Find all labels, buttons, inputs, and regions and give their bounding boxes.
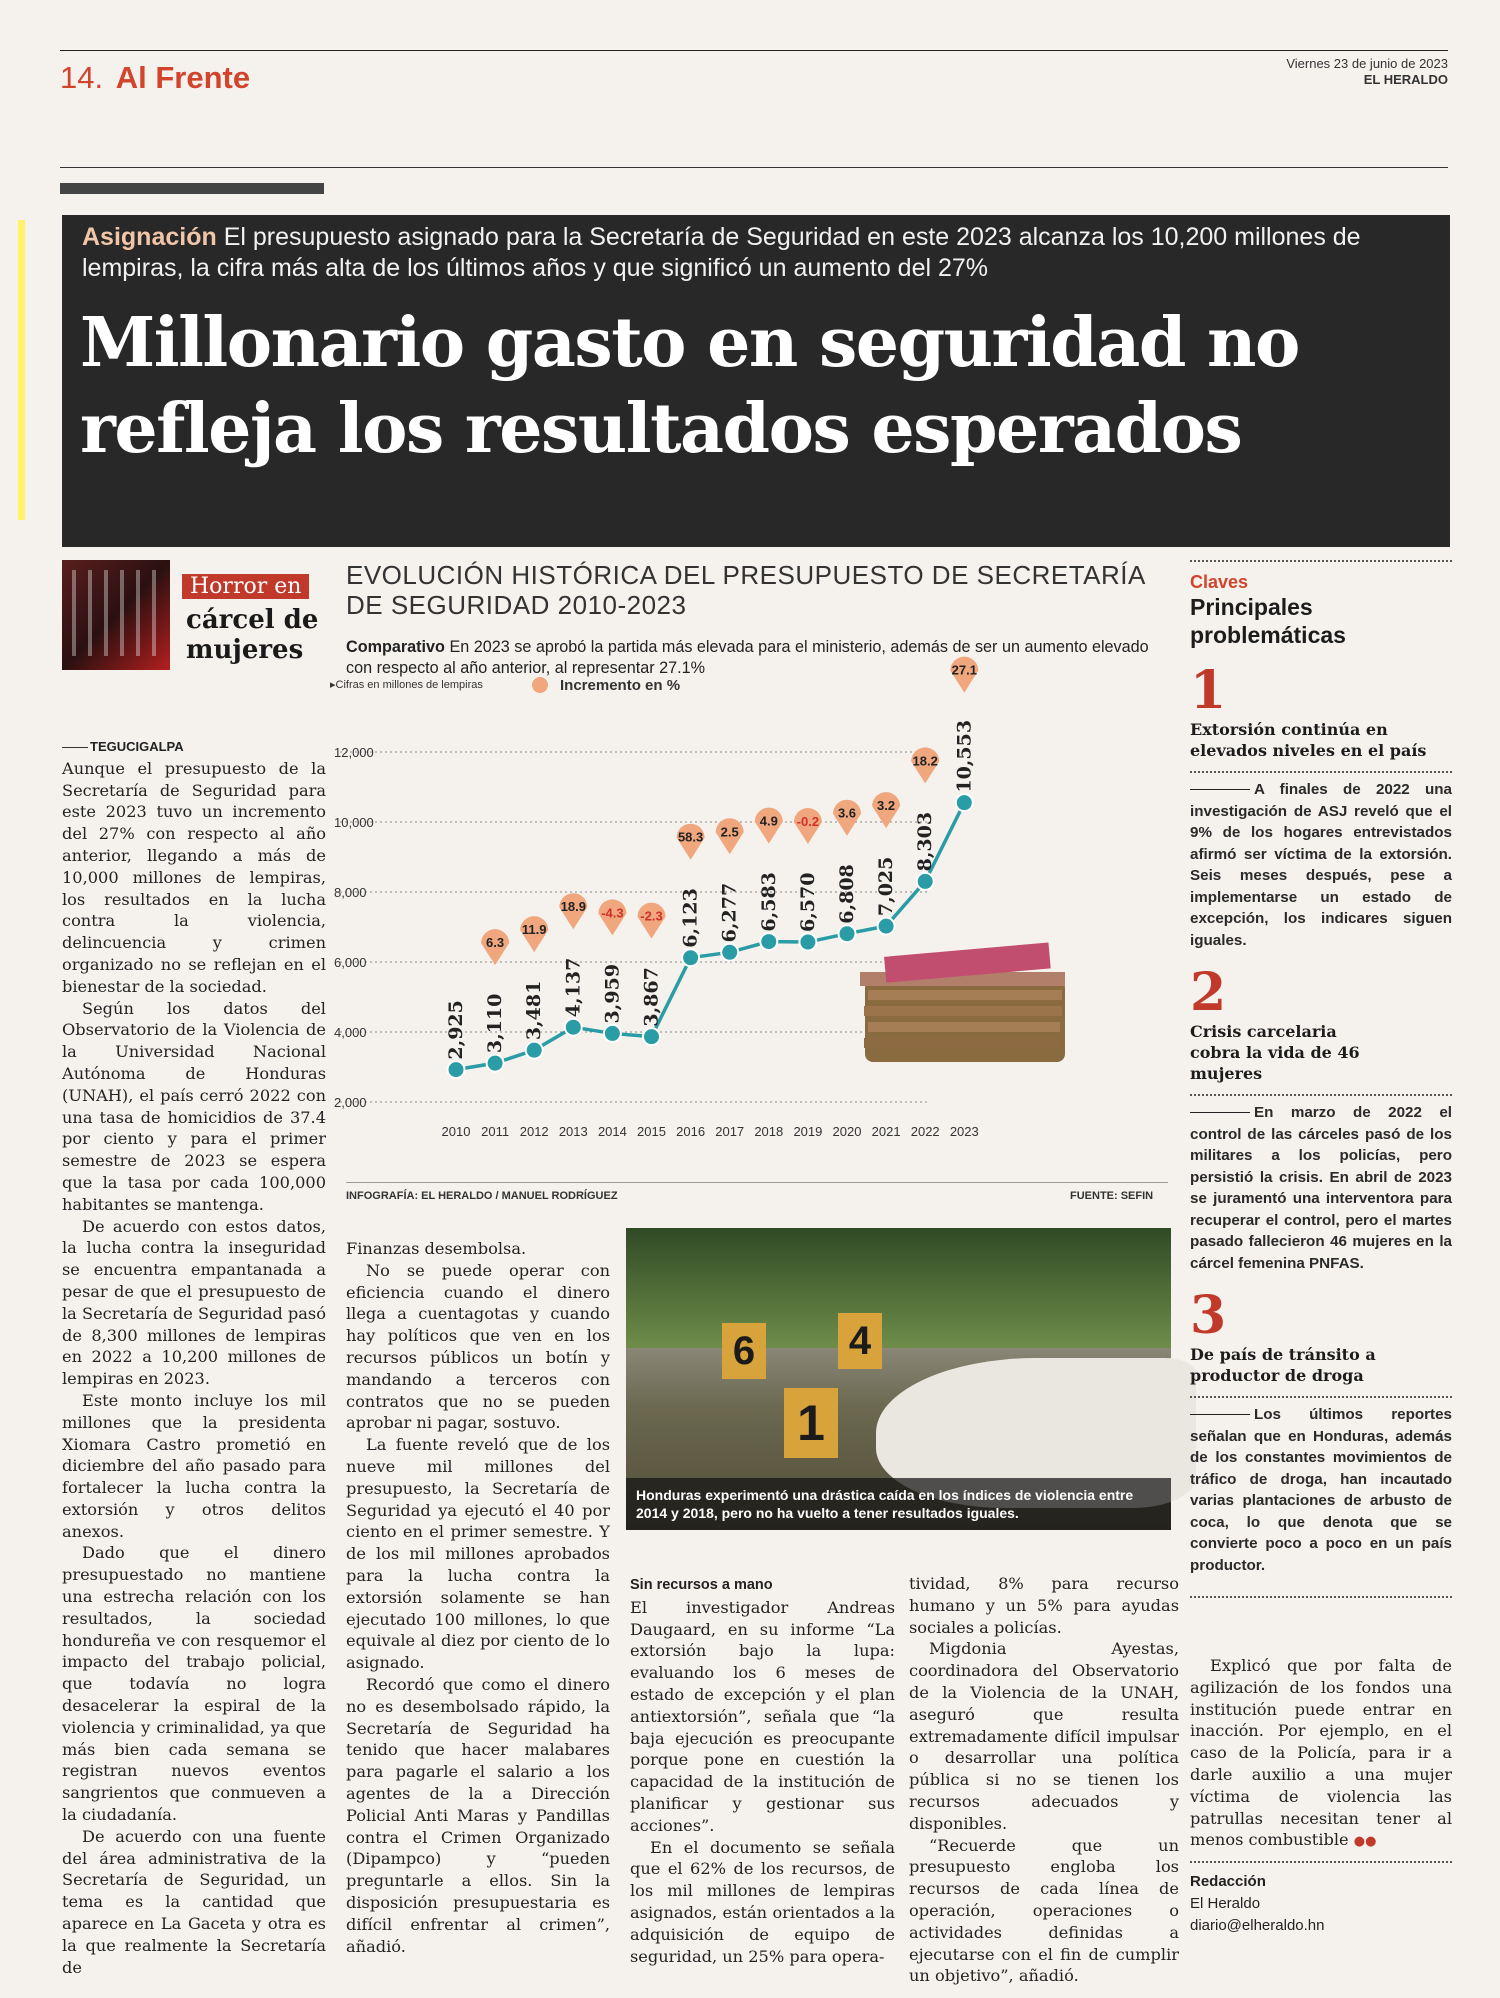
x-tick-label: 2015 xyxy=(637,1124,666,1139)
deck-text: El presupuesto asignado para la Secretaría de Seguridad en este 2023 alcanza los 10,200 millones de lempiras, la cifra más alta de los últimos años y que significó un aumento del 27% xyxy=(82,223,1361,282)
paragraph xyxy=(1190,1655,1452,1853)
top-rule xyxy=(60,50,1448,51)
headline-line-1: Millonario gasto en seguridad no xyxy=(80,303,1299,383)
paragraph: La fuente reveló que de los nueve mil millones del presupuesto, la Secretaría de Seguridad ya ejecutó el 40 por ciento en el primer semestre. Y de los mil millones aprobados para la lucha contra la extorsión solamente se han ejecutado 100 millones, lo que equivale al diez por ciento de lo asignado. xyxy=(346,1435,610,1673)
data-point xyxy=(760,933,777,950)
evidence-marker: 1 xyxy=(784,1388,838,1458)
end-mark-icon: ●● xyxy=(1353,1834,1377,1850)
x-tick-label: 2013 xyxy=(558,1124,588,1139)
pct-badge-label: 11.9 xyxy=(521,922,547,938)
dateline xyxy=(1286,56,1448,88)
y-tick-label: 4,000 xyxy=(334,1025,367,1040)
paragraph: El investigador Andreas Daugaard, en su informe “La extorsión bajo la lupa: evaluando los 6 meses de estado de excepción y el plan antiextorsión”, señala que “la baja ejecución es preocupante porque pone en cuestión la capacidad de la institución de planificar y gestionar sus acciones”. xyxy=(630,1597,895,1835)
byline-title: Redacción xyxy=(1190,1873,1266,1891)
infographic-rule xyxy=(346,1182,1168,1183)
headline xyxy=(80,300,1440,472)
dotted-divider xyxy=(1190,1094,1452,1096)
y-tick-label: 6,000 xyxy=(334,955,367,970)
key-point-number: 1 xyxy=(1190,660,1227,721)
x-tick-label: 2014 xyxy=(597,1124,627,1139)
data-value-label: 6,583 xyxy=(757,872,780,932)
pct-badge-label: -0.2 xyxy=(796,814,820,830)
pct-badge-label: 3.6 xyxy=(837,805,857,821)
x-tick-label: 2011 xyxy=(481,1124,510,1139)
deck-kicker: Asignación xyxy=(82,223,217,251)
key-point-number: 3 xyxy=(1190,1285,1227,1346)
subheading: Sin recursos a mano xyxy=(630,1577,773,1593)
paragraph: No se puede operar con eficiencia cuando el dinero llega a cuentagotas y cuando hay políticos que ven en los recursos públicos un botín y mandando a terceros con contratos que no se pueden aprobar ni pagar, sostuvo. xyxy=(346,1260,610,1433)
data-value-label: 8,303 xyxy=(914,811,937,872)
sidebar-kicker: Claves xyxy=(1190,572,1249,592)
lead-rule xyxy=(1190,1414,1250,1415)
key-point-body xyxy=(1190,779,1452,951)
pct-badge-label: 58.3 xyxy=(677,829,704,845)
key-point-title: De país de tránsito a productor de droga xyxy=(1190,1345,1376,1385)
article-column-5 xyxy=(1190,1655,1452,1937)
paragraph: Dado que el dinero presupuestado no mantiene una estrecha relación con los resultados, la sociedad hondureña ve con resquemor el impacto del trabajo policial, que todavía no logra desacelerar la espiral de la violencia y criminalidad, ya que más bien cada semana se registran nuevos eventos sangrientos que conmueven a la ciudadanía. xyxy=(62,1543,326,1825)
paragraph: Según los datos del Observatorio de la Violencia de la Universidad Nacional Autónoma de Honduras (UNAH), el país cerró 2022 con una tasa de homicidios de 37.4 por ciento y para el primer semestre de 2023 se espera que la tasa por cada 100,000 habitantes se mantenga. xyxy=(62,998,326,1214)
data-point xyxy=(643,1028,660,1045)
data-point xyxy=(917,873,934,890)
section-bar xyxy=(60,183,324,194)
x-tick-label: 2018 xyxy=(754,1124,784,1139)
y-axis-label: ▸Cifras en millones de lempiras xyxy=(330,679,483,691)
dotted-divider xyxy=(1190,1396,1452,1398)
key-points-sidebar xyxy=(1190,560,1452,1598)
x-tick-label: 2022 xyxy=(910,1124,940,1139)
data-value-label: 10,553 xyxy=(953,719,976,793)
key-point-text: En marzo de 2022 el control de las cárceles pasó de los militares a los policías, pero persistió la crisis. En abril de 2023 se juramentó una interventora para recuperar el control, pero el martes pasado fallecieron 46 mujeres en la cárcel femenina PNFAS. xyxy=(1190,1104,1452,1272)
data-value-label: 2,925 xyxy=(445,1000,467,1060)
x-tick-label: 2023 xyxy=(949,1124,979,1139)
budget-line-chart xyxy=(330,662,1180,1150)
page-header xyxy=(60,60,250,96)
deck xyxy=(82,222,1422,284)
dateline-city: TEGUCIGALPA xyxy=(62,739,184,754)
data-point xyxy=(682,949,699,966)
data-point xyxy=(526,1042,543,1059)
data-value-label: 6,808 xyxy=(836,864,858,924)
lead-rule xyxy=(1190,1112,1250,1113)
paragraph: De acuerdo con estos datos, la lucha contra la inseguridad se encuentra empantanada a pesar de que el presupuesto de la Secretaría de Seguridad pasó de 8,300 millones de lempiras en 2022 a 10,200 millones de lempiras en 2023. xyxy=(62,1216,326,1389)
x-tick-label: 2016 xyxy=(676,1124,706,1139)
pct-badge-label: -2.3 xyxy=(640,908,663,924)
teaser-title xyxy=(186,605,318,665)
paragraph: Este monto incluye los mil millones que la presidenta Xiomara Castro prometió en diciembre del año pasado para fortalecer la lucha contra la extorsión y otros delitos anexos. xyxy=(62,1390,326,1541)
key-point-text: Los últimos reportes señalan que en Honduras, además de los constantes movimientos de tráfico de droga, han incautado varias plantaciones de arbusto de coca, lo que denota que se convierte poco a poco en un país productor. xyxy=(1190,1406,1452,1574)
pct-badge-label: 18.2 xyxy=(912,753,938,769)
data-point xyxy=(799,934,816,951)
x-tick-label: 2019 xyxy=(793,1124,823,1139)
data-value-label: 3,481 xyxy=(523,980,546,1041)
pct-badge-label: 27.1 xyxy=(951,662,977,678)
prison-bars-graphic xyxy=(72,570,160,656)
legend-marker xyxy=(532,677,548,693)
data-value-label: 3,959 xyxy=(601,963,624,1024)
data-value-label: 6,123 xyxy=(679,888,702,948)
data-point xyxy=(878,918,895,935)
key-point-body xyxy=(1190,1102,1452,1274)
y-tick-label: 12,000 xyxy=(334,745,374,760)
byline-org: El Heraldo xyxy=(1190,1894,1261,1912)
pct-badge-label: 6.3 xyxy=(486,935,505,951)
section-name: Al Frente xyxy=(115,60,251,95)
key-point-title: Crisis carcelaria cobra la vida de 46 mujeres xyxy=(1190,1022,1360,1083)
data-point xyxy=(721,944,738,961)
dotted-divider xyxy=(1190,1861,1452,1863)
key-point-text: A finales de 2022 una investigación de ASJ reveló que el 9% de los hogares entrevistados afirmó ser víctima de la extorsión. Seis meses después, pese a implementarse un estado de excepción, los indicares siguen iguales. xyxy=(1190,781,1452,949)
infographic-subtitle xyxy=(346,637,1176,679)
y-tick-label: 10,000 xyxy=(334,815,374,830)
data-point xyxy=(565,1019,582,1036)
data-point xyxy=(839,925,856,942)
x-tick-label: 2021 xyxy=(871,1124,901,1139)
page-number: 14. xyxy=(60,60,104,95)
money-stack-illustration xyxy=(860,942,1065,1062)
teaser-title-line-2: mujeres xyxy=(186,635,304,665)
article-column-4 xyxy=(909,1573,1179,1987)
data-value-label: 6,277 xyxy=(718,882,741,943)
key-point-title: Extorsión continúa en elevados niveles en el país xyxy=(1190,720,1427,760)
teaser-title-line-1: cárcel de xyxy=(186,605,319,635)
paragraph: En el documento se señala que el 62% de los recursos, de los mil millones de lempiras asignados, están orientados a la adquisición de equipo de seguridad, un 25% para opera- xyxy=(630,1837,895,1966)
data-value-label: 7,025 xyxy=(875,856,898,917)
data-point xyxy=(956,794,973,811)
photo-caption: Honduras experimentó una drástica caída en los índices de violencia entre 2014 y 2018, pero no ha vuelto a tener resultados iguales. xyxy=(626,1478,1171,1530)
newspaper-name: EL HERALDO xyxy=(1363,72,1448,87)
sidebar-title: Principales problemáticas xyxy=(1190,594,1346,648)
teaser-tag: Horror en xyxy=(182,574,309,599)
key-point-number: 2 xyxy=(1190,962,1227,1023)
dotted-divider xyxy=(1190,771,1452,773)
y-tick-label: 2,000 xyxy=(334,1095,367,1110)
paragraph: “Recuerde que un presupuesto engloba los recursos de cada línea de operación, operaciones o actividades definidas a ejecutarse con el fin de cumplir un objetivo”, añadió. xyxy=(909,1835,1179,1986)
article-column-3 xyxy=(630,1573,895,1967)
x-tick-label: 2020 xyxy=(832,1124,862,1139)
pct-badge-label: 18.9 xyxy=(560,899,586,915)
dotted-divider xyxy=(1190,1596,1452,1598)
pct-badge-label: 4.9 xyxy=(759,813,778,829)
paragraph: Finanzas desembolsa. xyxy=(346,1239,527,1258)
x-tick-label: 2012 xyxy=(519,1124,549,1139)
evidence-marker: 4 xyxy=(838,1313,882,1369)
key-point-body xyxy=(1190,1404,1452,1576)
infographic-subtext: En 2023 se aprobó la partida más elevada para el ministerio, además de ser un aumento elevado con respecto al año anterior, al representar 27.1% xyxy=(346,638,1149,677)
data-value-label: 6,570 xyxy=(796,872,819,933)
legend-label: Incremento en % xyxy=(560,677,681,694)
data-value-label: 3,867 xyxy=(640,967,663,1027)
article-column-2 xyxy=(346,1238,610,1957)
grass-background xyxy=(626,1228,1171,1348)
paragraph: Aunque el presupuesto de la Secretaría de Seguridad para este 2023 tuvo un incremento del 27% con respecto al año anterior, llegando a más de 10,000 millones de lempiras, los resultados en la lucha contra la violencia, delincuencia y crimen organizado no se reflejan en el bienestar de la sociedad. xyxy=(62,758,326,996)
data-value-label: 3,110 xyxy=(484,993,507,1054)
highlighter-mark xyxy=(18,220,25,520)
dotted-divider xyxy=(1190,560,1452,562)
paragraph-text: Explicó que por falta de agilización de los fondos una institución puede entrar en inacción. Por ejemplo, en el caso de la Policía, para ir a darle auxilio a una mujer víctima de violencia las patrullas necesitan tener al menos combustible xyxy=(1190,1656,1452,1850)
x-tick-label: 2017 xyxy=(715,1124,745,1139)
article-column-1 xyxy=(62,735,326,1978)
paragraph: De acuerdo con una fuente del área administrativa de la Secretaría de Seguridad, un tema es la cantidad que aparece en La Gaceta y otra es la que realmente la Secretaría de xyxy=(62,1826,326,1977)
headline-line-2: refleja los resultados esperados xyxy=(80,389,1242,469)
data-value-label: 4,137 xyxy=(562,957,585,1018)
evidence-marker: 6 xyxy=(722,1323,766,1379)
infographic-kicker: Comparativo xyxy=(346,638,445,656)
pct-badge-label: -4.3 xyxy=(601,905,624,921)
pct-badge-label: 2.5 xyxy=(720,824,739,840)
data-point xyxy=(604,1025,621,1042)
infographic-credit: INFOGRAFÍA: EL HERALDO / MANUEL RODRÍGUEZ xyxy=(346,1190,618,1202)
paragraph: tividad, 8% para recurso humano y un 5% para ayudas sociales a policías. xyxy=(909,1574,1179,1637)
lead-rule xyxy=(1190,789,1250,790)
infographic-source: FUENTE: SEFIN xyxy=(1070,1190,1154,1202)
data-point xyxy=(487,1055,504,1072)
byline-email[interactable]: diario@elheraldo.hn xyxy=(1190,1916,1325,1934)
section-rule xyxy=(60,167,1448,168)
y-tick-label: 8,000 xyxy=(334,885,367,900)
pct-badge-label: 3.2 xyxy=(877,798,896,814)
infographic-title: EVOLUCIÓN HISTÓRICA DEL PRESUPUESTO DE SECRETARÍA DE SEGURIDAD 2010-2023 xyxy=(346,560,1145,620)
x-tick-label: 2010 xyxy=(441,1124,471,1139)
crime-scene-photo xyxy=(626,1228,1171,1530)
related-story-teaser[interactable] xyxy=(62,560,327,670)
data-point xyxy=(448,1061,465,1078)
issue-date: Viernes 23 de junio de 2023 xyxy=(1286,56,1448,71)
paragraph: Migdonia Ayestas, coordinadora del Observatorio de la Violencia de la UNAH, aseguró que resulta extremadamente difícil impulsar o desarrollar una política pública si no se tienen los recursos adecuados y disponibles. xyxy=(909,1639,1179,1833)
paragraph: Recordó que como el dinero no es desembolsado rápido, la Secretaría de Seguridad ha tenido que hacer malabares para pagarle el salario a los agentes de la a Dirección Policial Anti Maras y Pandillas contra el Crimen Organizado (Dipampco) y “pueden preguntarle a ellos. Sin la disposición presupuestaria es difícil enfrentar al crimen”, añadió. xyxy=(346,1674,610,1956)
